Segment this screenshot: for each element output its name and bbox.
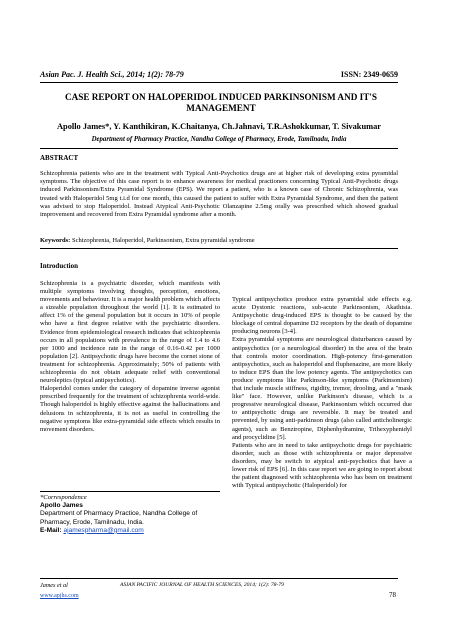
- correspondence-block: [40, 494, 220, 535]
- header-divider: [40, 82, 398, 83]
- correspondence-name: Apollo James: [40, 502, 83, 510]
- left-column: [40, 280, 220, 434]
- paragraph: Haloperidol comes under the category of dopamine inverse agonist prescribed frequently for the treatment of schizophrenia world-wide. Though haloperidol is highly effective against the hallucinations and delusions in schizophrenia, it is not as useful in controlling the negative symptoms like extra-pyramidal side effects which results in movement disorders.: [40, 385, 220, 433]
- email-link[interactable]: ajamespharma@gmail.com: [63, 526, 144, 534]
- abstract-text: Schizophrenia patients who are in the treatment with Typical Anti-Psychotics drugs are at higher risk of developing extra pyramidal symptoms. The objective of this case report is to enhance awareness for medical practioners concerning Typical Anti-Psychotic drugs induced Parkinsonism/Extra Pyramidal Syndrome (EPS). We report a patient, who is a known case of Chronic Schizophrenia, was treated with Haloperidol 5mg t.i.d for one month, this caused the patient to suffer with Extra Pyramidal Syndrome, and then the patient was advised to stop Haloperidol. Instead Atypical Anti-Psychotic Olanzapine 2.5mg orally was prescribed which showed gradual improvement and recovered from Extra Pyramidal syndrome after a month.: [40, 170, 398, 219]
- abstract-divider: [40, 248, 398, 249]
- affiliation: Department of Pharmacy Practice, Nandha College of Pharmacy, Erode, Tamilnadu, India: [91, 136, 347, 143]
- footer-author: James et al: [40, 582, 68, 589]
- paragraph: Schizophrenia is a psychiatric disorder, which manifests with multiple symptoms involving thoughts, perception, emotions, movements and behaviour. It is a major health problem which affects a sizeable population throughout the world [1]. It is estimated to affect 1% of the general population but it occurs in 10% of people who have a first degree relative with the psychiatric disorders. Evidence from epidemiological research indicates that schizophrenia occurs in all populations with prevalence in the range of 1.4 to 4.6 per 1000 and incidence rate in the range of 0.16-0.42 per 1000 population [2]. Antipsychotic drugs have become the cornet stone of treatment for schizophrenia. Approximately; 50% of patients with schizophrenia do not obtain adequate relief with conventional neuroleptics (typical antipsychotics).: [40, 280, 220, 385]
- page-number: 78: [389, 591, 396, 599]
- abstract-heading: ABSTRACT: [40, 154, 79, 162]
- paragraph: Typical antipsychotics produce extra pyramidal side effects e.g. acute Dystonic reactions, sub-acute Parkinsonism, Akathisia. Antipsychotic drug-induced EPS is thought to be caused by the blockage of central dopamine D2 receptors by the death of dopamine producing neurons [3-4].: [232, 296, 412, 336]
- article-title: CASE REPORT ON HALOPERIDOL INDUCED PARKINSONISM AND IT'S MANAGEMENT: [64, 92, 377, 113]
- paragraph: Patients who are in need to take antipsychotic drugs for psychiatric disorder, such as those with schizophrenia or major depressive disorders, may be switch to atypical anti-psychotics that have a lower risk of EPS [6]. In this case report we are going to report about the patient diagnosed with schizophrenia who has been on treatment with Typical antipsychotic (Haloperidol) for: [232, 441, 412, 490]
- keywords: [40, 237, 398, 244]
- footer-url-link[interactable]: www.apjhs.com: [40, 593, 79, 599]
- correspondence-address: Department of Pharmacy Practice, Nandha College of Pharmacy, Erode, Tamilnadu, India.: [40, 510, 198, 526]
- keywords-list: Schizophrenia, Haloperidol, Parkinsonism, Extra pyramidal syndrome: [70, 237, 255, 244]
- title-divider: [40, 148, 398, 149]
- correspondence-label: *Correspondence: [40, 494, 87, 501]
- author-list: Apollo James*, Y. Kanthikiran, K.Chaitanya, Ch.Jahnavi, T.R.Ashokkumar, T. Sivakumar: [57, 122, 381, 131]
- right-column: [232, 296, 412, 490]
- introduction-heading: Introduction: [40, 262, 78, 270]
- keywords-label: Keywords:: [40, 237, 71, 244]
- journal-citation: Asian Pac. J. Health Sci., 2014; 1(2): 78-79: [40, 70, 184, 79]
- issn: ISSN: 2349-0659: [340, 70, 398, 79]
- footnote-divider: [40, 491, 220, 492]
- footer-journal: ASIAN PACIFIC JOURNAL OF HEALTH SCIENCES, 2014; 1(2): 78-79: [120, 582, 284, 588]
- footer-divider: [40, 578, 398, 579]
- paragraph: Extra pyramidal symptoms are neurological disturbances caused by antipsychotics (or a neurological disorder) in the area of the brain that controls motor coordination. High-potency first-generation antipsychotics, such as haloperidol and fluphenazine, are more likely to induce EPS than the low potency agents. The antipsychotics can produce symptoms like Parkinson-like symptoms (Parkinsonism) that include muscle stiffness, rigidity, tremor, drooling, and a "mask like" face. However, unlike Parkinson's disease, which is a progressive neurological disease, Parkinsonism which occurred due to antipsychotic drugs are reversible. It may be treated and prevented, by using anti-parkinson drugs (also called anticholinergic agents), such as Benztropine, Diphenhydramine, Trihexyphenidyl and procyclidine [5].: [232, 336, 412, 441]
- email-label: E-Mail:: [40, 526, 64, 534]
